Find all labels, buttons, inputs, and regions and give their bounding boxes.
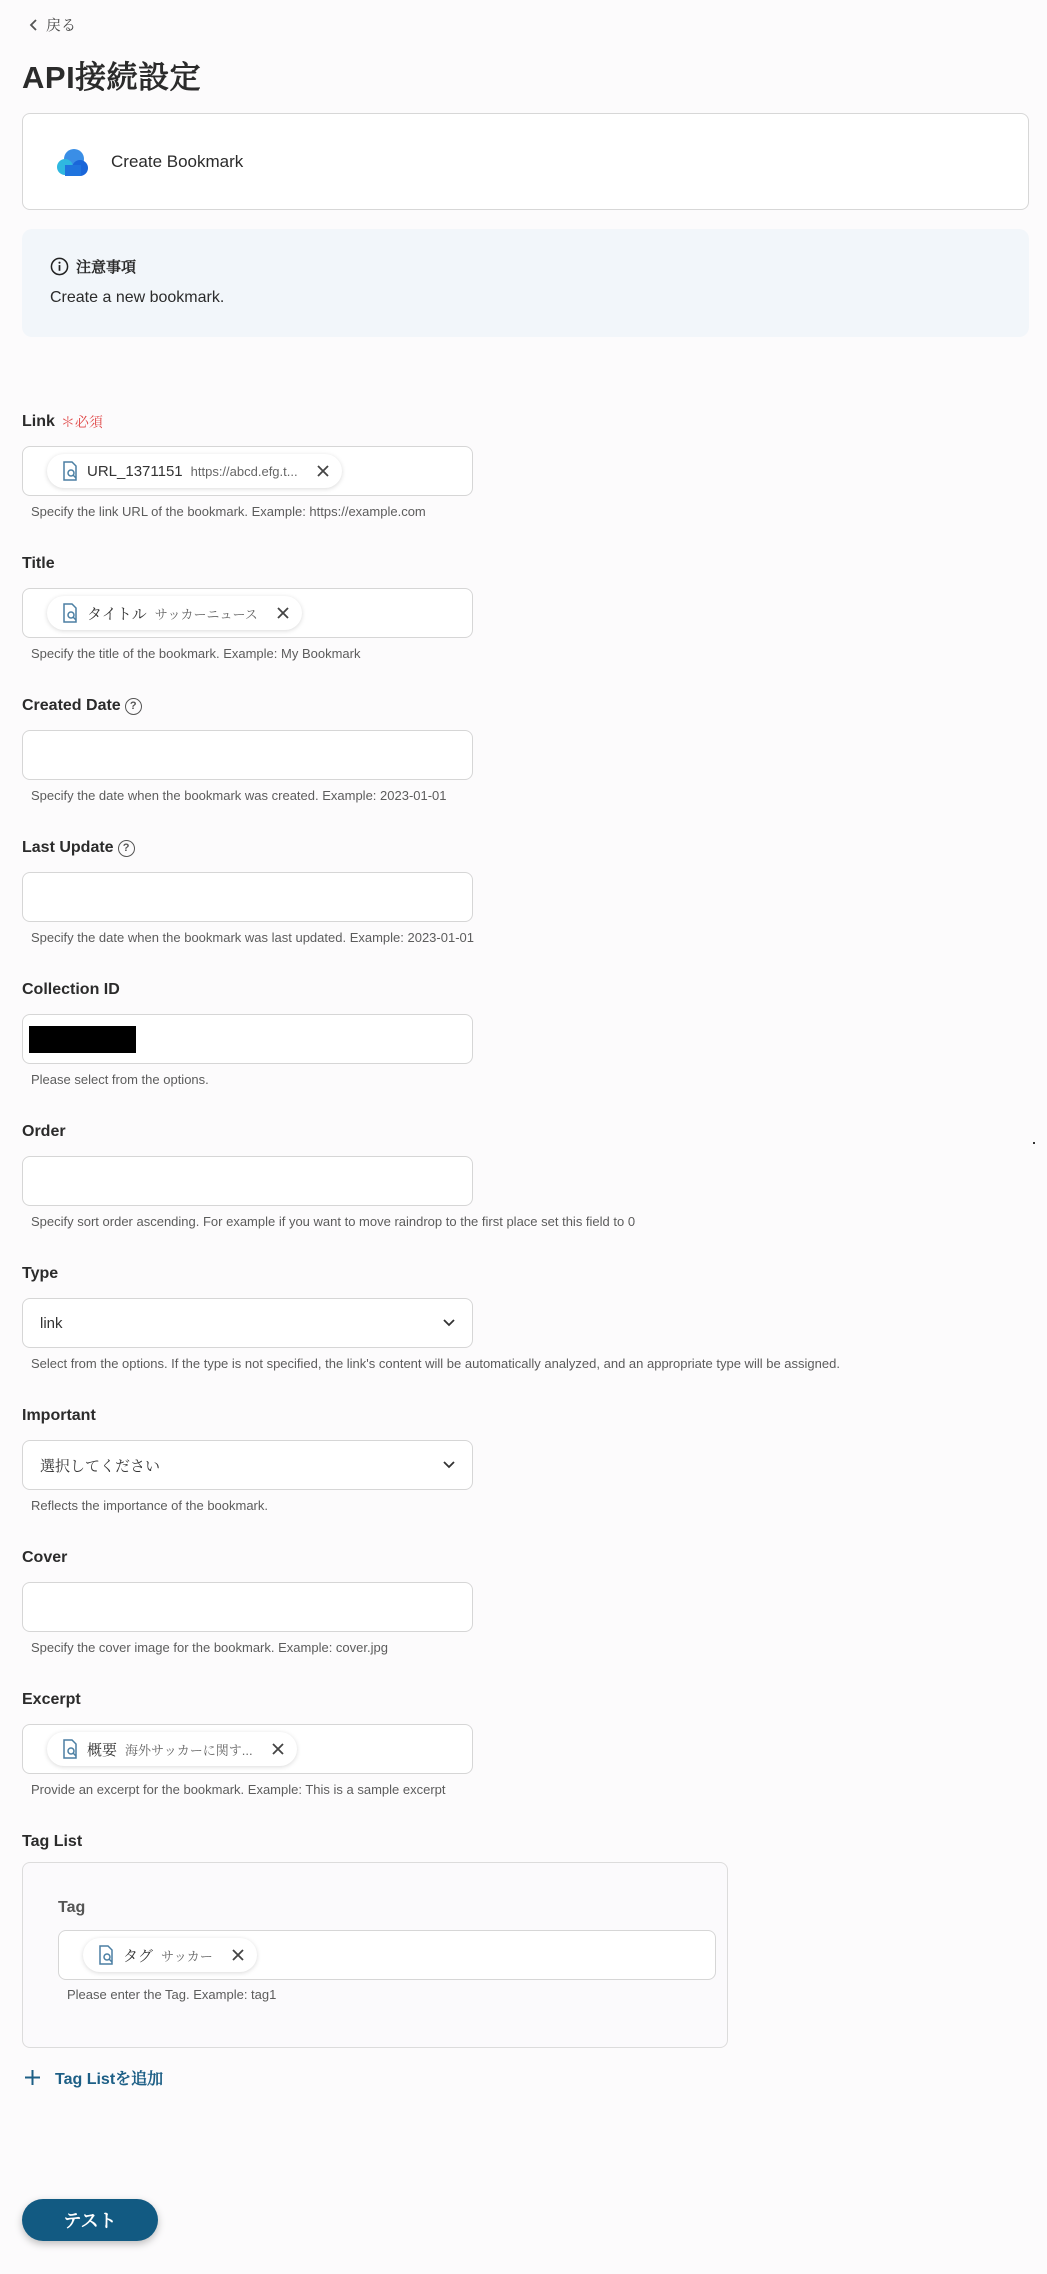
notice-heading bbox=[50, 256, 136, 277]
important-select[interactable] bbox=[22, 1440, 473, 1490]
created-date-label: Created Date bbox=[22, 697, 121, 714]
important-label: Important bbox=[22, 1407, 96, 1424]
cloud-logo-icon bbox=[53, 143, 91, 181]
plus-icon bbox=[24, 2069, 41, 2086]
help-tooltip-icon[interactable]: ? bbox=[118, 840, 135, 857]
tag-variable-chip[interactable] bbox=[83, 1938, 257, 1972]
document-icon bbox=[61, 1739, 79, 1759]
back-link[interactable] bbox=[28, 14, 76, 35]
tag-list-label: Tag List bbox=[22, 1833, 83, 1850]
type-label: Type bbox=[22, 1265, 59, 1282]
chip-value: https://abcd.efg.t... bbox=[190, 463, 298, 479]
notice-body: Create a new bookmark. bbox=[50, 289, 225, 306]
title-variable-chip[interactable] bbox=[47, 596, 302, 630]
type-help: Select from the options. If the type is not specified, the link's content will be automatically analyzed, and an appropriate type will be assigned. bbox=[31, 1356, 840, 1371]
chip-key: URL_1371151 bbox=[87, 462, 183, 480]
back-label: 戻る bbox=[46, 17, 77, 34]
collection-id-input[interactable] bbox=[22, 1014, 473, 1064]
chevron-left-icon bbox=[28, 19, 40, 31]
document-icon bbox=[61, 603, 79, 623]
collection-id-label: Collection ID bbox=[22, 981, 120, 998]
type-selected-value: link bbox=[40, 1314, 63, 1332]
redacted-value bbox=[29, 1026, 136, 1053]
field-link bbox=[22, 411, 473, 519]
help-tooltip-icon[interactable]: ? bbox=[125, 698, 142, 715]
title-help: Specify the title of the bookmark. Example: My Bookmark bbox=[31, 646, 361, 661]
close-icon[interactable] bbox=[231, 1948, 245, 1962]
field-last-update bbox=[22, 837, 474, 945]
chip-value: 海外サッカーに関す... bbox=[125, 1742, 253, 1758]
action-card bbox=[22, 113, 1029, 210]
tag-input[interactable] bbox=[58, 1930, 716, 1980]
important-selected-value: 選択してください bbox=[40, 1457, 161, 1475]
chip-value: サッカー bbox=[161, 1948, 213, 1964]
chip-key: タグ bbox=[123, 1947, 154, 1965]
collection-id-help: Please select from the options. bbox=[31, 1072, 209, 1087]
created-date-input[interactable] bbox=[22, 730, 473, 780]
tag-help: Please enter the Tag. Example: tag1 bbox=[67, 1987, 277, 2002]
close-icon[interactable] bbox=[316, 464, 330, 478]
page-title: API接続設定 bbox=[22, 60, 202, 95]
cover-label: Cover bbox=[22, 1549, 68, 1566]
add-tag-list-button[interactable] bbox=[24, 2066, 163, 2089]
excerpt-label: Excerpt bbox=[22, 1691, 81, 1708]
close-icon[interactable] bbox=[276, 606, 290, 620]
order-input[interactable] bbox=[22, 1156, 473, 1206]
test-button[interactable]: テスト bbox=[22, 2199, 158, 2241]
close-icon[interactable] bbox=[271, 1742, 285, 1756]
chip-key: 概要 bbox=[87, 1741, 118, 1759]
important-help: Reflects the importance of the bookmark. bbox=[31, 1498, 269, 1513]
add-tag-list-label: Tag Listを追加 bbox=[55, 2071, 164, 2088]
link-input[interactable] bbox=[22, 446, 473, 496]
field-tag-list bbox=[22, 1831, 82, 1853]
link-variable-chip[interactable] bbox=[47, 454, 342, 488]
title-label: Title bbox=[22, 555, 55, 572]
chevron-down-icon bbox=[442, 1460, 456, 1470]
field-created-date bbox=[22, 695, 473, 803]
title-input[interactable] bbox=[22, 588, 473, 638]
field-important bbox=[22, 1405, 473, 1513]
tag-label: Tag bbox=[58, 1899, 86, 1916]
action-name: Create Bookmark bbox=[111, 151, 244, 171]
chip-value: サッカーニュース bbox=[154, 606, 258, 622]
order-help: Specify sort order ascending. For example if you want to move raindrop to the first place set this field to 0 bbox=[31, 1214, 636, 1229]
chevron-down-icon bbox=[442, 1318, 456, 1328]
stray-dot bbox=[1033, 1142, 1035, 1144]
cover-help: Specify the cover image for the bookmark. Example: cover.jpg bbox=[31, 1640, 388, 1655]
created-date-help: Specify the date when the bookmark was created. Example: 2023-01-01 bbox=[31, 788, 447, 803]
info-icon bbox=[50, 257, 69, 276]
field-collection-id bbox=[22, 979, 473, 1087]
last-update-help: Specify the date when the bookmark was last updated. Example: 2023-01-01 bbox=[31, 930, 474, 945]
cover-input[interactable] bbox=[22, 1582, 473, 1632]
notice-heading-text: 注意事項 bbox=[76, 259, 137, 276]
link-help: Specify the link URL of the bookmark. Example: https://example.com bbox=[31, 504, 426, 519]
field-title bbox=[22, 553, 473, 661]
order-label: Order bbox=[22, 1123, 66, 1140]
excerpt-input[interactable] bbox=[22, 1724, 473, 1774]
field-type bbox=[22, 1263, 840, 1371]
required-mark: ＊必須 bbox=[60, 414, 103, 430]
excerpt-help: Provide an excerpt for the bookmark. Example: This is a sample excerpt bbox=[31, 1782, 446, 1797]
excerpt-variable-chip[interactable] bbox=[47, 1732, 297, 1766]
document-icon bbox=[97, 1945, 115, 1965]
field-order bbox=[22, 1121, 635, 1229]
chip-key: タイトル bbox=[87, 605, 147, 623]
last-update-label: Last Update bbox=[22, 839, 114, 856]
document-icon bbox=[61, 461, 79, 481]
last-update-input[interactable] bbox=[22, 872, 473, 922]
field-excerpt bbox=[22, 1689, 473, 1797]
type-select[interactable] bbox=[22, 1298, 473, 1348]
notice-box bbox=[22, 229, 1029, 337]
field-cover bbox=[22, 1547, 473, 1655]
tag-list-group bbox=[22, 1862, 728, 2048]
link-label: Link bbox=[22, 413, 55, 430]
